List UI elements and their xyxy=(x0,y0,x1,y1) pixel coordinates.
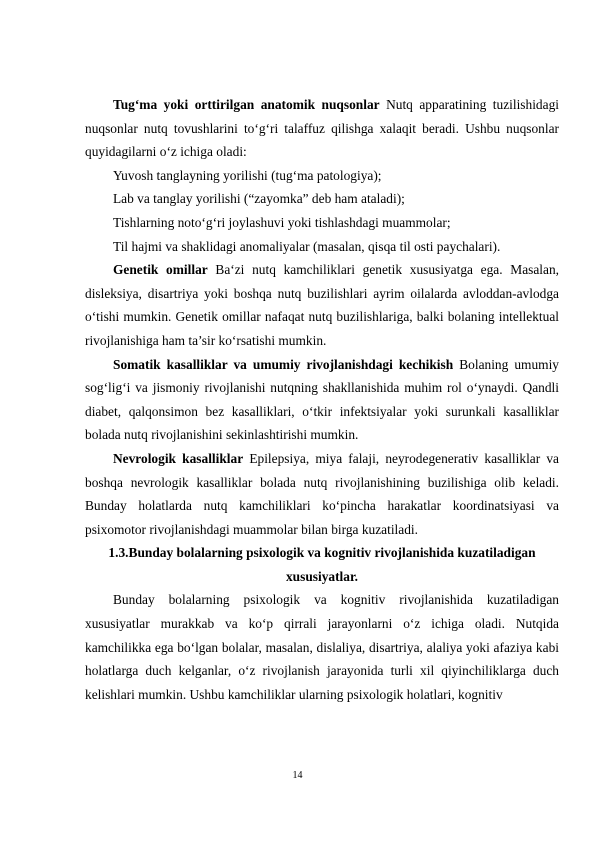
paragraph-genetic-factors xyxy=(85,258,559,352)
page-number: 14 xyxy=(292,770,303,781)
list-item: Tishlarning noto‘g‘ri joylashuvi yoki tishlashdagi muammolar; xyxy=(113,214,451,230)
paragraph-psychological-features: Bunday bolalarning psixologik va kognitiv rivojlanishida kuzatiladigan xususiyatlar murakkab va ko‘p qirrali jarayonlarni o‘z ichiga oladi. Nutqida kamchilikka ega bo‘lgan bolalar, masalan, dislaliya, disartriya, alaliya yoki afaziya kabi holatlarga duch kelganlar, o‘z rivojlanish jarayonida turli xil qiyinchiliklarga duch kelishlari mumkin. Ushbu kamchiliklar ularning psixologik holatlari, kognitiv xyxy=(85,592,559,702)
paragraph-text: Epilepsiya, miya falaji, neyrodegenerativ kasalliklar va boshqa nevrologik kasalliklar bolada nutq rivojlanishining buzilishiga olib keladi. Bunday holatlarda nutq kamchiliklari ko‘pincha harakatlar koordinatsiyasi va psixomotor rivojlanishdagi muammolar bilan birga kuzatiladi. xyxy=(85,450,559,537)
section-heading: 1.3.Bunday bolalarning psixologik va kognitiv rivojlanishida kuzatiladigan xyxy=(108,545,536,561)
paragraph-somatic-diseases xyxy=(85,353,559,447)
section-heading-continuation: xususiyatlar. xyxy=(285,568,359,584)
paragraph-lead: Nevrologik kasalliklar xyxy=(113,450,244,466)
paragraph-text: Bolaning umumiy sog‘lig‘i va jismoniy rivojlanishi nutqning shakllanishida muhim rol o‘ynaydi. Qandli diabet, qalqonsimon bez kasalliklari, o‘tkir infektsiyalar yoki surunkali kasalliklar bolada nutq rivojlanishini sekinlashtirishi mumkin. xyxy=(85,356,559,443)
paragraph-text: Nutq apparatining tuzilishidagi nuqsonlar nutq tovushlarini to‘g‘ri talaffuz qilishga xalaqit beradi. Ushbu nuqsonlar quyidagilarni o‘z ichiga oladi: xyxy=(85,97,559,160)
document-page xyxy=(85,93,559,706)
paragraph-text: Ba‘zi nutq kamchiliklari genetik xususiyatga ega. Masalan, disleksiya, disartriya yoki boshqa nutq buzilishlari ayrim oilalarda avloddan-avlodga o‘tishi mumkin. Genetik omillar nafaqat nutq buzilishlariga, balki bolaning intellektual rivojlanishiga ham ta’sir ko‘rsatishi mumkin. xyxy=(85,262,559,348)
list-item: Lab va tanglay yorilishi (“zayomka” deb ham ataladi); xyxy=(113,191,405,207)
list-item: Yuvosh tanglayning yorilishi (tug‘ma patologiya); xyxy=(113,167,382,183)
paragraph-lead: Tug‘ma yoki orttirilgan anatomik nuqsonlar xyxy=(113,97,380,112)
paragraph-lead: Genetik omillar xyxy=(113,262,208,278)
paragraph-anatomical-defects xyxy=(85,93,559,164)
list-item: Til hajmi va shaklidagi anomaliyalar (masalan, qisqa til osti paychalari). xyxy=(113,238,501,254)
paragraph-neurological-diseases xyxy=(85,447,559,541)
paragraph-lead: Somatik kasalliklar va umumiy rivojlanishdagi kechikish xyxy=(113,356,454,372)
